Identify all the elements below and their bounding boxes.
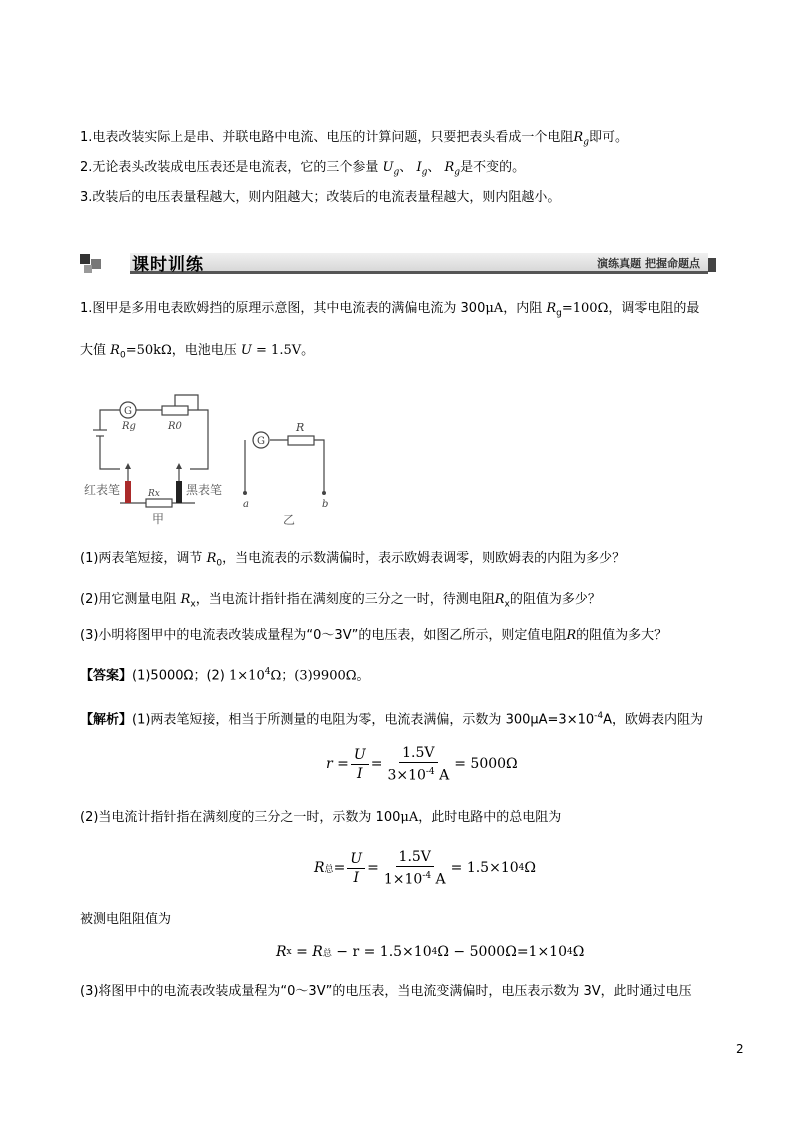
section-banner <box>80 248 718 276</box>
rg-label: Rg <box>122 421 136 432</box>
question-stem-line-2: 大值 $R_0=50k\Omega$，电池电压 U = 1.5V。 <box>80 343 315 361</box>
note-2: 2.无论表头改装成电压表还是电流表，它的三个参量 $U_g$、 $I_g$、 $R_g$是不变的。 <box>80 160 526 178</box>
analysis-line-1: 【解析】(1)两表笔短接，相当于所测量的电阻为零，电流表满偏，示数为 $300\mu A=3\times 10^{-4}A$，欧姆表内阻为 <box>80 711 704 728</box>
terminal-b-label: b <box>322 499 329 510</box>
banner-subtitle: 演练真题 把握命题点 <box>597 257 700 270</box>
r-label: R <box>296 421 305 434</box>
banner-title: 课时训练 <box>132 255 204 275</box>
black-pen-label: 黑表笔 <box>186 483 223 497</box>
note-3: 3.改装后的电压表量程越大，则内阻越大；改装后的电流表量程越大，则内阻越小。 <box>80 190 561 205</box>
r0-label: R0 <box>168 421 182 432</box>
figure-yi-label: 乙 <box>283 513 296 527</box>
circuit-figure <box>80 385 350 535</box>
page-number: 2 <box>736 1042 744 1056</box>
equation-3: R x = R 总 − r = 1.5×10 4 Ω − 5000Ω=1×10 4 Ω <box>276 944 585 960</box>
equation-2: R 总 = $\frac{U}{I}$ = $\frac{1.5V}{1\times 10^{-4} A}$ = 1.5×10 4 Ω <box>314 849 536 888</box>
note-1: 1.电表改装实际上是串、并联电路中电流、电压的计算问题，只要把表头看成一个电阻$R_g$即可。 <box>80 130 628 148</box>
figure-jia-label: 甲 <box>152 512 165 526</box>
galvanometer-label-yi: G <box>257 436 265 447</box>
terminal-a-label: a <box>243 499 249 510</box>
galvanometer-label: G <box>124 406 132 417</box>
analysis-line-4: (3)将图甲中的电流表改装成量程为“0～3V”的电压表，当电流变满偏时，电压表示数为 3V，此时通过电压 <box>80 984 692 999</box>
analysis-line-2: (2)当电流计指针指在满刻度的三分之一时，示数为 100μA，此时电路中的总电阻为 <box>80 810 562 825</box>
sub-question-1: (1)两表笔短接，调节 $R_0$，当电流表的示数满偏时，表示欧姆表调零，则欧姆表的内阻为多少？ <box>80 551 626 569</box>
answer-line: 【答案】(1)5000Ω；(2) $1\times 10^4\Omega$；(3)9900Ω。 <box>80 667 370 684</box>
equation-1: r = $\frac{U}{I}$ = $\frac{1.5V}{3\times 10^{-4} A}$ = 5000Ω <box>326 745 518 784</box>
red-pen-label: 红表笔 <box>84 483 121 497</box>
analysis-line-3: 被测电阻阻值为 <box>80 912 172 927</box>
question-stem-line-1: 1.图甲是多用电表欧姆挡的原理示意图，其中电流表的满偏电流为 300μA，内阻 $R_g=100\Omega$，调零电阻的最 <box>80 301 700 319</box>
sub-question-2: (2)用它测量电阻 $R_x$，当电流计指针指在满刻度的三分之一时，待测电阻$R_x$的阻值为多少？ <box>80 592 601 610</box>
rx-label: Rx <box>148 489 160 499</box>
sub-question-3: (3)小明将图甲中的电流表改装成量程为“0～3V”的电压表，如图乙所示，则定值电阻R的阻值为多大？ <box>80 628 668 643</box>
banner-logo-icon <box>80 254 106 274</box>
